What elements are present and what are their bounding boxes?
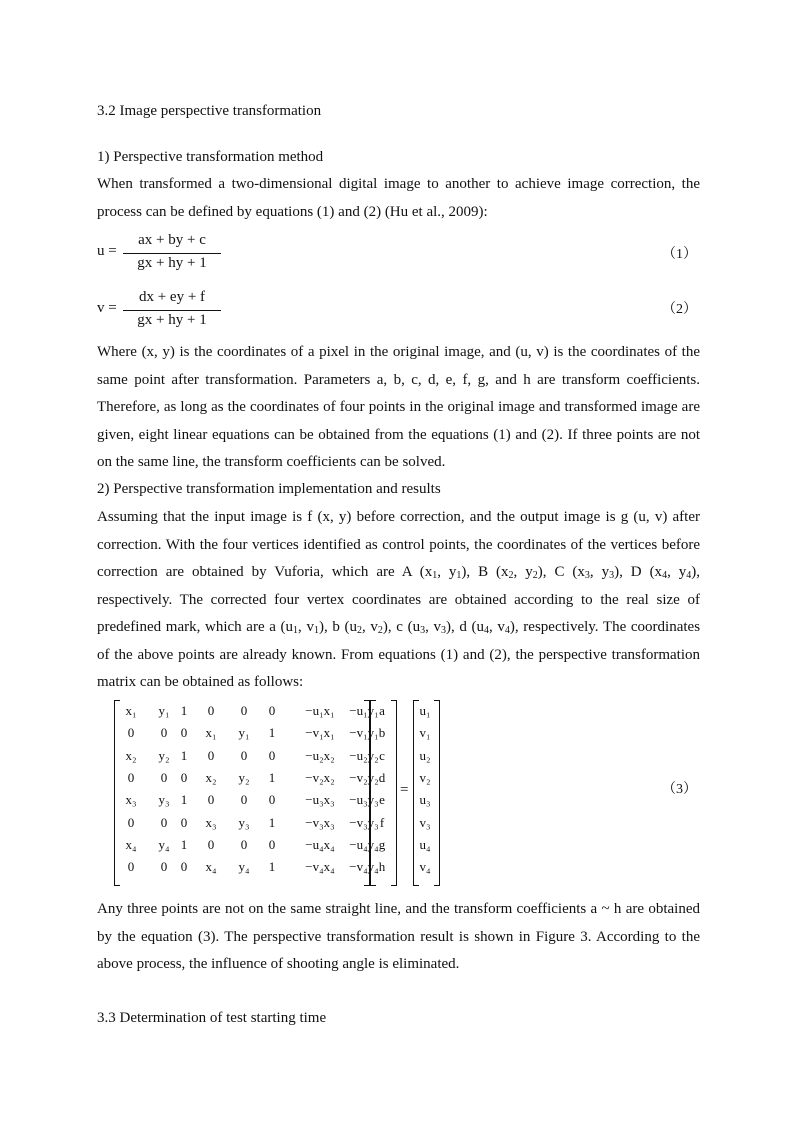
p3-text: , y <box>589 564 610 580</box>
p3-sub: 3 <box>584 570 590 581</box>
p3-text: Assuming that the input image is f (x, y) before correction, and the output image is g (u, v) after correction. With the four vertices identified as control points, the coordinates of the vertices before correction are obtained by Vuforia, which are A (x <box>97 509 700 580</box>
subheading-implementation: 2) Perspective transformation implementation and results <box>97 481 441 497</box>
p3-text: ), D (x <box>614 564 663 580</box>
p3-text: ), respectively. The corrected four vertex coordinates are obtained according to the real size of predefined mark, which are a (u <box>97 564 701 635</box>
matrix-cell: x₂ <box>125 747 137 763</box>
p3-text: ), C (x <box>537 564 585 580</box>
rhs-cell: u₄ <box>419 836 431 852</box>
matrix-cell: −u₂y₂ <box>349 747 379 763</box>
matrix-cell: 0 <box>240 747 248 763</box>
matrix-cell: 0 <box>240 792 248 808</box>
matrix-equals-sign: = <box>400 782 409 799</box>
matrix-cell: 0 <box>268 703 276 718</box>
matrix-cell: −u₄y₄ <box>349 836 379 852</box>
matrix-cell: x₂ <box>205 769 217 785</box>
p3-sub: 1 <box>293 625 299 636</box>
p3-text: ), B (x <box>461 564 509 580</box>
matrix-cell: y₂ <box>158 747 170 763</box>
rhs-cell: u₃ <box>419 792 431 808</box>
eq2-lhs: v = <box>97 300 117 316</box>
matrix-cell: −u₃x₃ <box>305 792 335 808</box>
p3-sub: 4 <box>686 570 692 581</box>
p3-sub: 2 <box>532 570 538 581</box>
matrix-cell: 0 <box>268 792 276 808</box>
matrix-cell: 0 <box>160 725 168 741</box>
matrix-cell: 1 <box>180 747 188 763</box>
matrix-cell: 0 <box>240 703 248 718</box>
eq1-lhs: u = <box>97 243 117 259</box>
p3-sub: 3 <box>420 625 426 636</box>
p3-text: , y <box>513 564 533 580</box>
p3-text: , v <box>361 619 378 635</box>
eq1-denominator: gx + hy + 1 <box>137 255 207 271</box>
matrix-cell: −v₄y₄ <box>349 859 379 875</box>
section-heading-3-3: 3.3 Determination of test starting time <box>97 1010 327 1026</box>
eq2-fraction-bar <box>123 310 221 311</box>
matrix-cell: 0 <box>160 769 168 785</box>
matrix-cell: 1 <box>268 814 276 830</box>
matrix-cell: −v₁x₁ <box>305 725 335 741</box>
rhs-left-bracket <box>413 700 419 886</box>
p3-text: ), respectively. The coordinates of the above points are already known. From equations (1) and (2), the perspective transformation matrix can be obtained as follows: <box>97 619 701 690</box>
p3-text: ), b (u <box>318 619 357 635</box>
paragraph-implementation <box>97 504 700 697</box>
p3-sub: 1 <box>432 570 438 581</box>
equation-2 <box>97 289 697 331</box>
coef-cell: h <box>378 859 386 875</box>
matrix-cell: 0 <box>207 792 215 808</box>
p3-sub: 3 <box>440 625 446 636</box>
matrix-cell: −v₂y₂ <box>349 769 379 785</box>
matrix-cell: x₃ <box>205 814 217 830</box>
rhs-cell: v₁ <box>419 725 431 741</box>
matrix-cell: −v₁y₁ <box>349 725 379 741</box>
eq3-number: （3） <box>662 782 697 797</box>
matrix-cell: 0 <box>207 836 215 852</box>
matrix-cell: y₄ <box>238 859 250 875</box>
p3-sub: 4 <box>662 570 668 581</box>
p3-text: , v <box>298 619 314 635</box>
rhs-cell: v₄ <box>419 859 431 875</box>
coef-right-bracket <box>391 700 397 886</box>
eq2-fraction <box>123 289 221 331</box>
matrix-cell: 1 <box>268 769 276 785</box>
p3-sub: 2 <box>377 625 383 636</box>
coef-left-bracket <box>370 700 376 886</box>
matrix-cell: −u₄x₄ <box>305 836 335 852</box>
paragraph-intro: When transformed a two-dimensional digital image to another to achieve image correction, the process can be defined by equations (1) and (2) (Hu et al., 2009): <box>97 176 700 220</box>
p3-sub: 4 <box>484 625 490 636</box>
rhs-cell: u₁ <box>419 703 431 718</box>
matrix-cell: y₁ <box>158 703 170 718</box>
p3-text: , y <box>437 564 457 580</box>
matrix-right-bracket <box>364 700 370 886</box>
matrix-cell: 1 <box>268 725 276 741</box>
matrix-cell: y₄ <box>158 836 170 852</box>
matrix-cell: 0 <box>180 725 188 741</box>
equation-1 <box>97 232 697 274</box>
p3-text: , y <box>667 564 687 580</box>
eq2-numerator: dx + ey + f <box>138 289 206 305</box>
p3-text: ), d (u <box>445 619 485 635</box>
matrix-cell: y₁ <box>238 725 250 741</box>
coef-cell: f <box>379 814 385 830</box>
matrix-cell: 0 <box>207 747 215 763</box>
eq1-number: （1） <box>662 247 697 262</box>
matrix-cell: 1 <box>180 792 188 808</box>
p3-sub: 1 <box>456 570 462 581</box>
coef-cell: d <box>378 769 386 785</box>
coef-cell: e <box>379 792 385 808</box>
matrix-cell: 1 <box>180 836 188 852</box>
matrix-cell: 0 <box>160 814 168 830</box>
matrix-cell: y₃ <box>158 792 170 808</box>
matrix-cell: x₄ <box>125 836 137 852</box>
subheading-perspective-method: 1) Perspective transformation method <box>97 149 324 165</box>
matrix-cell: x₄ <box>205 859 217 875</box>
matrix-cell: y₂ <box>238 769 250 785</box>
p3-sub: 3 <box>609 570 615 581</box>
matrix-left-bracket <box>114 700 120 886</box>
matrix-cell: 0 <box>207 703 215 718</box>
matrix-cell: y₃ <box>238 814 250 830</box>
matrix-cell: 0 <box>180 859 188 875</box>
matrix-cell: 0 <box>127 725 135 741</box>
rhs-cell: u₂ <box>419 747 431 763</box>
coef-cell: a <box>379 703 385 718</box>
matrix-cell: −u₁y₁ <box>349 703 379 718</box>
coef-cell: b <box>378 725 386 741</box>
matrix-cell: 0 <box>160 859 168 875</box>
matrix-cell: 0 <box>127 769 135 785</box>
rhs-right-bracket <box>434 700 440 886</box>
matrix-cell: 0 <box>127 814 135 830</box>
p3-sub: 2 <box>508 570 514 581</box>
matrix-cell: 0 <box>268 836 276 852</box>
p3-text: , v <box>489 619 505 635</box>
matrix-cell: −u₂x₂ <box>305 747 335 763</box>
eq2-number: （2） <box>662 302 697 317</box>
eq1-fraction <box>123 232 221 274</box>
matrix-cell: 0 <box>240 836 248 852</box>
matrix-cell: 1 <box>268 859 276 875</box>
p3-sub: 2 <box>356 625 362 636</box>
matrix-cell: x₁ <box>125 703 137 718</box>
coef-cell: g <box>378 836 386 852</box>
matrix-cell: 0 <box>180 814 188 830</box>
section-heading-3-2: 3.2 Image perspective transformation <box>97 103 322 119</box>
eq1-numerator: ax + by + c <box>138 232 206 248</box>
paragraph-coordinates: Where (x, y) is the coordinates of a pixel in the original image, and (u, v) is the coordinates of the same point after transformation. Parameters a, b, c, d, e, f, g, and h are transform coefficients. Therefore, as long as the coordinates of four points in the original image and transformed image are given, eight linear equations can be obtained from the equations (1) and (2). If three points are not on the same line, the transform coefficients can be solved. <box>97 344 700 470</box>
rhs-cell: v₃ <box>419 814 431 830</box>
matrix-cell: −v₂x₂ <box>305 769 335 785</box>
matrix-cell: −v₃y₃ <box>349 814 379 830</box>
p3-sub: 1 <box>313 625 319 636</box>
p3-text: , v <box>425 619 441 635</box>
matrix-cell: −u₁x₁ <box>305 703 335 718</box>
matrix-cell: −u₃y₃ <box>349 792 379 808</box>
paragraph-result: Any three points are not on the same straight line, and the transform coefficients a ~ h are obtained by the equation (3). The perspective transformation result is shown in Figure 3. According to the above process, the influence of shooting angle is eliminated. <box>97 901 700 972</box>
matrix-cell: −v₃x₃ <box>305 814 335 830</box>
p3-sub: 4 <box>504 625 510 636</box>
eq2-denominator: gx + hy + 1 <box>137 312 207 328</box>
rhs-cell: v₂ <box>419 769 431 785</box>
matrix-cell: 0 <box>268 747 276 763</box>
matrix-cell: x₃ <box>125 792 137 808</box>
p3-text: ), c (u <box>382 619 421 635</box>
matrix-cell: x₁ <box>205 725 217 741</box>
coef-cell: c <box>379 747 385 763</box>
matrix-cell: −v₄x₄ <box>305 859 335 875</box>
matrix-cell: 1 <box>180 703 188 718</box>
matrix-cell: 0 <box>127 859 135 875</box>
matrix-cell: 0 <box>180 769 188 785</box>
eq1-fraction-bar <box>123 253 221 254</box>
